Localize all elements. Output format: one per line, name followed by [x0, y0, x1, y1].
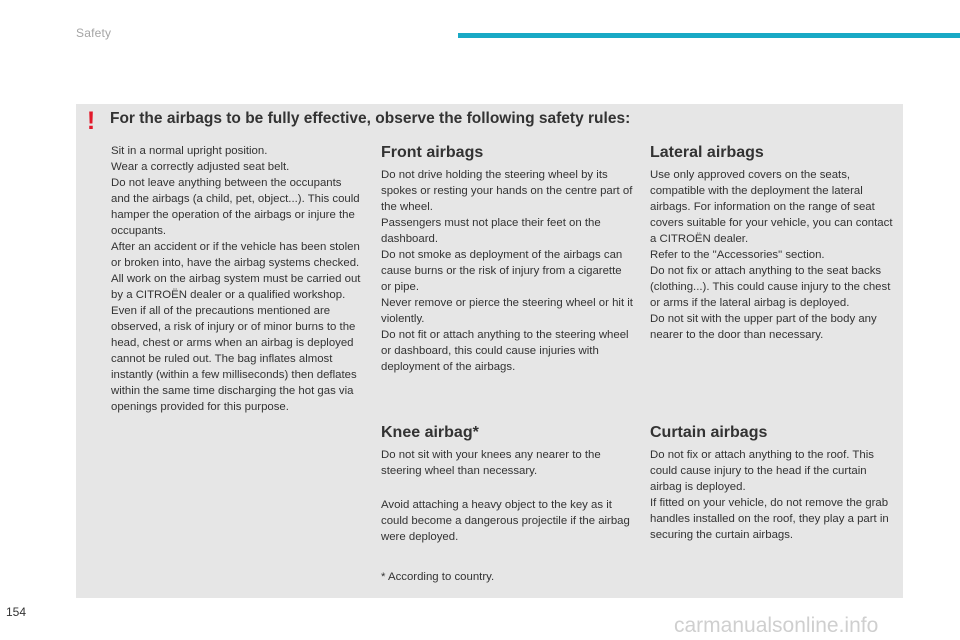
knee-airbag-text: [381, 447, 631, 479]
lateral-paragraph: Do not sit with the upper part of the body any nearer to the door than necessary.: [650, 313, 877, 341]
curtain-airbags-text: [650, 447, 900, 543]
lateral-paragraph: Do not fix or attach anything to the seat backs (clothing...). This could cause injury to the chest or arms if the lateral airbag is deployed.: [650, 265, 891, 309]
rule-paragraph: After an accident or if the vehicle has been stolen or broken into, have the airbag systems checked.: [111, 241, 360, 269]
knee-airbag-title: Knee airbag*: [381, 424, 479, 441]
curtain-paragraph: Do not fix or attach anything to the roof. This could cause injury to the head if the curtain airbag is deployed.: [650, 449, 874, 493]
front-airbags-title: Front airbags: [381, 144, 484, 161]
exclamation-warning-icon: !: [86, 107, 96, 135]
rule-paragraph: Sit in a normal upright position.: [111, 145, 268, 157]
front-paragraph: Do not drive holding the steering wheel by its spokes or resting your hands on the centre part of the wheel.: [381, 169, 633, 213]
lateral-paragraph: Use only approved covers on the seats, compatible with the deployment the lateral airbags. For information on the range of seat covers suitable for your vehicle, you can contact a CITROËN dealer.: [650, 169, 893, 245]
front-paragraph: Do not fit or attach anything to the steering wheel or dashboard, this could cause injuries with deployment of the airbags.: [381, 329, 629, 373]
header-accent-bar: [458, 33, 960, 38]
front-paragraph: Do not smoke as deployment of the airbags can cause burns or the risk of injury from a cigarette or pipe.: [381, 249, 623, 293]
footnote: * According to country.: [381, 571, 495, 583]
rule-paragraph: All work on the airbag system must be carried out by a CITROËN dealer or a qualified workshop.: [111, 273, 361, 301]
lateral-airbags-title: Lateral airbags: [650, 144, 764, 161]
watermark: carmanualsonline.info: [674, 614, 879, 637]
knee-paragraph: Do not sit with your knees any nearer to the steering wheel than necessary.: [381, 449, 601, 477]
page-number: 154: [6, 605, 27, 619]
general-rules: [111, 143, 361, 415]
curtain-airbags-title: Curtain airbags: [650, 424, 768, 441]
rule-paragraph: Wear a correctly adjusted seat belt.: [111, 161, 290, 173]
front-paragraph: Never remove or pierce the steering wheel or hit it violently.: [381, 297, 633, 325]
rule-paragraph: Do not leave anything between the occupants and the airbags (a child, pet, object...). This could hamper the operation of the airbags or injure the occupants.: [111, 177, 360, 237]
notice-title: For the airbags to be fully effective, observe the following safety rules:: [110, 110, 631, 127]
knee-paragraph: Avoid attaching a heavy object to the key as it could become a dangerous projectile if the airbag were deployed.: [381, 499, 630, 543]
rule-paragraph: Even if all of the precautions mentioned are observed, a risk of injury or of minor burns to the head, chest or arms when an airbag is deployed cannot be ruled out. The bag inflates almost instantly (within a few milliseconds) then deflates within the same time discharging the hot gas via openings provided for this purpose.: [111, 305, 357, 413]
front-paragraph: Passengers must not place their feet on the dashboard.: [381, 217, 601, 245]
section-label: Safety: [76, 26, 112, 40]
knee-airbag-text-2: [381, 497, 631, 545]
front-airbags-text: [381, 167, 633, 375]
curtain-paragraph: If fitted on your vehicle, do not remove the grab handles installed on the roof, they play a part in securing the curtain airbags.: [650, 497, 889, 541]
lateral-airbags-text: [650, 167, 900, 343]
lateral-paragraph: Refer to the "Accessories" section.: [650, 249, 825, 261]
